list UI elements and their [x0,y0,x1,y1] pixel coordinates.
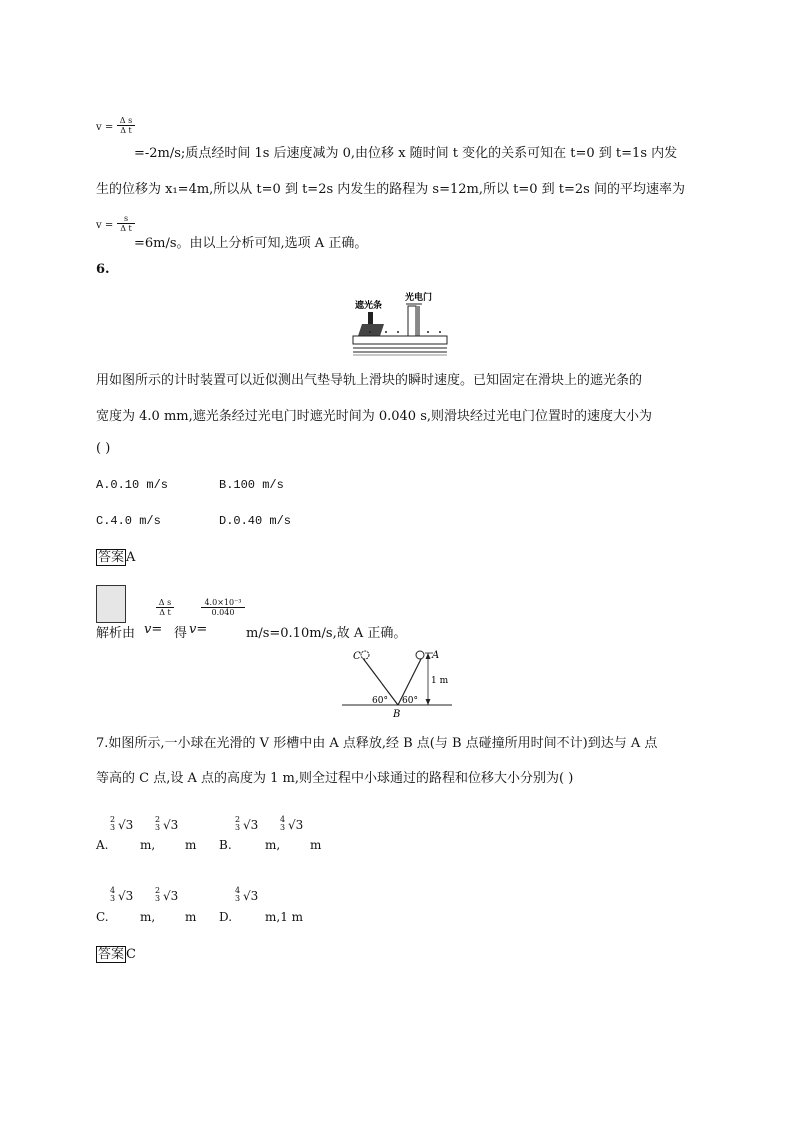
q6-analysis-frac1 [156,598,174,617]
q7-option-b: B. [219,838,232,852]
q6-analysis-label: 解析 [96,626,123,641]
s5-line2: 生的位移为 x₁=4m,所以从 t=0 到 t=2s 内发生的路程为 s=12m,所以 t=0 到 t=2s 间的平均速率为 [96,182,685,197]
q7-stem-line2: 等高的 C 点,设 A 点的高度为 1 m,则全过程中小球通过的路程和位移大小分别为( ) [96,771,574,786]
q7-d-frac1: 4 3 [235,886,241,903]
q7-d-unit: m,1 m [265,910,304,924]
q6-option-d: D.0.40 m/s [219,514,292,528]
v1-num: Δ s [117,116,135,126]
q6-frac2-num: 4.0×10⁻³ [201,598,245,608]
fig-angle-left: 60° [372,696,388,706]
q6-option-c: C.4.0 m/s [96,514,161,528]
q7-answer-label: 答案 [98,947,125,962]
q6-analysis-v2: v= [189,622,208,637]
q7-b-sqrt1: √3 [243,818,259,832]
q7-d-sqrt1: √3 [243,889,259,903]
q7-a-frac2: 2 3 [155,815,161,832]
v2-den: Δ t [120,224,132,233]
q7-c-unit2: m [185,910,197,924]
v-groove-figure [340,645,455,720]
q6-frac1-den: Δ t [159,608,171,617]
q7-c-sqrt2: √3 [163,889,179,903]
q6-frac2-den: 0.040 [211,608,235,617]
q7-c-sqrt1: √3 [118,889,134,903]
q7-answer-value: C [126,947,136,962]
s5-line1: =-2m/s;质点经时间 1s 后速度减为 0,由位移 x 随时间 t 变化的关系可知在 t=0 到 t=1s 内发 [134,146,678,161]
v1-den: Δ t [120,126,132,135]
q7-a-sqrt2: √3 [163,818,179,832]
q6-answer-label: 答案 [98,550,125,565]
fig-label-c: C [353,651,361,662]
q7-a-frac1: 2 3 [110,815,116,832]
q7-a-unit1: m, [140,838,156,852]
v2-lhs: v = [96,220,114,231]
q7-b-sqrt2: √3 [288,818,304,832]
fig-height: 1 m [431,676,449,686]
v1-lhs: v = [96,122,114,133]
fig-label-b: B [393,709,401,720]
q7-c-frac2: 2 3 [155,886,161,903]
q6-stem-line2: 宽度为 4.0 mm,遮光条经过光电门时遮光时间为 0.040 s,则滑块经过光电门位置时的速度大小为 [96,409,653,424]
fig-angle-right: 60° [402,696,418,706]
q7-c-unit1: m, [140,910,156,924]
q7-a-sqrt1: √3 [118,818,134,832]
q6-stem-line1: 用如图所示的计时装置可以近似测出气垫导轨上滑块的瞬时速度。已知固定在滑块上的遮光条的 [96,373,643,388]
q7-a-unit2: m [185,838,197,852]
fig-label-gate: 光电门 [405,293,433,303]
q6-answer-row [96,549,135,566]
q6-answer-value: A [126,550,136,565]
q7-b-unit2: m [310,838,322,852]
q7-option-a: A. [96,838,109,852]
fig-label-a: A [432,650,440,661]
air-track-figure [350,288,450,358]
q7-answer-row [96,946,136,963]
v1-fraction [117,116,135,135]
q7-c-frac1: 4 3 [110,886,116,903]
q7-b-frac2: 4 3 [280,815,286,832]
q7-b-frac1: 2 3 [235,815,241,832]
q6-analysis-frac2 [201,598,245,617]
q6-number: 6. [96,262,110,277]
q7-b-unit1: m, [265,838,281,852]
s5-line3: =6m/s。由以上分析可知,选项 A 正确。 [134,236,368,251]
q6-analysis-mid: 得 [174,626,188,641]
q6-analysis-tail: m/s=0.10m/s,故 A 正确。 [246,626,407,641]
fig-label-strip: 遮光条 [355,301,383,311]
q7-option-c: C. [96,910,109,924]
q6-analysis-pre: 由 [122,626,136,641]
q6-analysis-v1: v= [144,622,163,637]
q7-stem-line1: 7.如图所示,一小球在光滑的 V 形槽中由 A 点释放,经 B 点(与 B 点碰撞所用时间不计)到达与 A 点 [96,736,658,751]
q6-answer-paren: ( ) [96,441,111,456]
analysis-marker [96,585,126,623]
q6-option-a: A.0.10 m/s [96,478,169,492]
v2-num: s [117,214,135,224]
v2-fraction [117,214,135,233]
q6-option-b: B.100 m/s [219,478,284,492]
q6-frac1-num: Δ s [156,598,174,608]
q7-option-d: D. [219,910,233,924]
